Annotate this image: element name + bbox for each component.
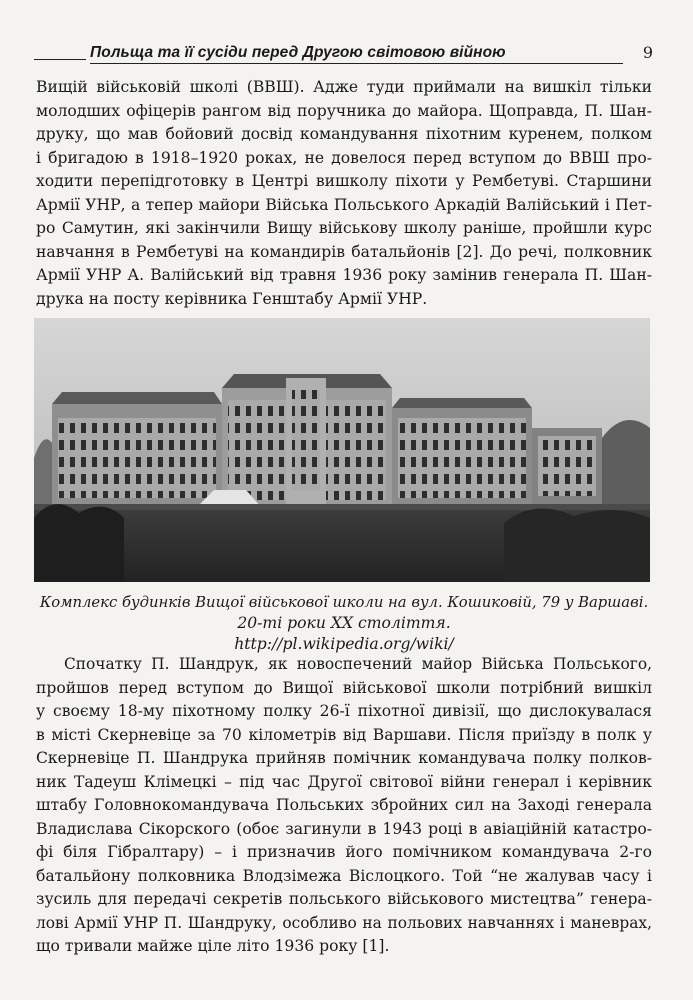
text-line: друка на посту керівника Генштабу Армії УНР.	[36, 289, 428, 308]
text-line: Скерневіце П. Шандрука прийняв помічник командувача полку полков-	[36, 749, 652, 767]
caption-source-url: http://pl.wikipedia.org/wiki/	[234, 635, 454, 653]
text-line: що тривали майже ціле літо 1936 року [1].	[36, 937, 390, 955]
text-line: молодших офіцерів рангом від поручника до майора. Щоправда, П. Шан-	[36, 101, 652, 120]
text-line: ро Самутин, які закінчили Вищу військову школу раніше, пройшли курс	[36, 219, 652, 237]
text-line: Армії УНР, а тепер майори Війська Польського Аркадій Валійський і Пет-	[36, 195, 652, 214]
paragraph-2	[36, 653, 652, 959]
text-line: зусиль для передачі секретів польського військового мистецтва” генера-	[36, 890, 652, 908]
text-line: штабу Головнокомандувача Польських збройних сил на Заході генерала	[36, 796, 652, 814]
running-title: Польща та її сусіди перед Другою світовою війною	[90, 44, 623, 64]
building-photo-image	[34, 318, 650, 582]
building-photo	[34, 318, 650, 582]
text-line: друку, що мав бойовий досвід командування піхотним куренем, полком	[36, 125, 652, 143]
text-line: Спочатку П. Шандрук, як новоспечений майор Війська Польського,	[64, 655, 652, 673]
paragraph-1	[36, 76, 652, 311]
text-line: навчання в Рембетуві на командирів батальйонів [2]. До речі, полковник	[36, 242, 652, 261]
page-number: 9	[642, 43, 653, 62]
text-line: ходити перепідготовку в Центрі вишколу піхоти у Рембетуві. Старшини	[36, 172, 652, 190]
text-line: Владислава Сікорского (обоє загинули в 1943 році в авіаційній катастро-	[36, 819, 652, 838]
text-line: і бригадою в 1918–1920 роках, не довелося перед вступом до ВВШ про-	[36, 148, 652, 167]
text-line: батальйону полковника Влодзімежа Віслоцкого. Той “не жалував часу і	[36, 866, 652, 885]
text-line: фі біля Гібралтару) – і призначив його помічником командувача 2-го	[36, 843, 652, 861]
text-line: пройшов перед вступом до Вищої військової школи потрібний вишкіл	[36, 678, 652, 697]
text-line: Армії УНР А. Валійський від травня 1936 року замінив генерала П. Шан-	[36, 266, 652, 284]
text-line: Вищій військовій школі (ВВШ). Адже туди приймали на вишкіл тільки	[36, 78, 652, 96]
photo-caption	[36, 592, 652, 655]
text-line: в місті Скерневіце за 70 кілометрів від Варшави. Після приїзду в полк у	[36, 725, 652, 744]
caption-line: 20-ті роки XX століття.	[237, 614, 451, 632]
running-head	[34, 40, 653, 64]
caption-line: Комплекс будинків Вищої військової школи на вул. Кошиковій, 79 у Варшаві.	[39, 594, 649, 611]
text-line: лові Армії УНР П. Шандруку, особливо на польових навчаннях і маневрах,	[36, 913, 652, 932]
text-line: ник Тадеуш Клімецкі – під час Другої світової війни генерал і керівник	[36, 772, 652, 791]
text-line: у своєму 18-му піхотному полку 26-ї піхотної дивізії, що дислокувалася	[36, 702, 652, 720]
header-rule	[34, 59, 86, 60]
